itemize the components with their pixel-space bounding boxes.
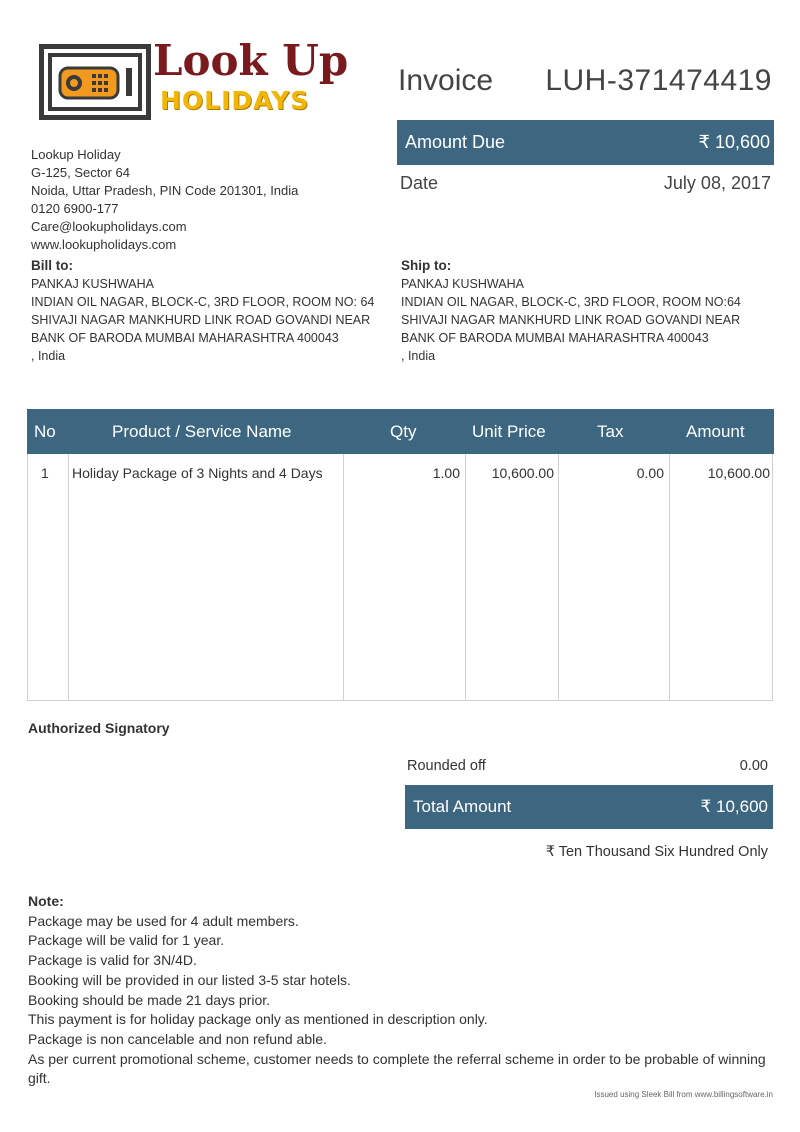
footer-credit: Issued using Sleek Bill from www.billingsoftware.in xyxy=(594,1090,773,1099)
company-logo xyxy=(38,36,368,124)
bill-to-address: INDIAN OIL NAGAR, BLOCK-C, 3RD FLOOR, ROOM NO: 64 SHIVAJI NAGAR MANKHURD LINK ROAD GOVANDI NEAR BANK OF BARODA MUMBAI MAHARASHTRA 400043 xyxy=(31,295,375,345)
bill-to-label: Bill to: xyxy=(31,258,73,273)
amount-in-words: ₹ Ten Thousand Six Hundred Only xyxy=(545,844,768,860)
note-line: Package may be used for 4 adult members. xyxy=(28,912,299,929)
total-amount-value: ₹ 10,600 xyxy=(700,797,768,816)
row-product-name: Holiday Package of 3 Nights and 4 Days xyxy=(72,465,323,481)
amount-due-label: Amount Due xyxy=(405,132,506,152)
logo-sub-text: HOLIDAYS xyxy=(160,86,310,115)
amount-due-value: ₹ 10,600 xyxy=(698,132,770,152)
bill-to-name: PANKAJ KUSHWAHA xyxy=(31,277,154,291)
company-street: G-125, Sector 64 xyxy=(31,165,130,180)
header-qty: Qty xyxy=(390,422,417,441)
note-line: Booking will be provided in our listed 3-5 star hotels. xyxy=(28,971,351,988)
header-tax: Tax xyxy=(597,422,624,441)
safe-icon xyxy=(38,42,153,124)
bill-to-block xyxy=(31,257,376,365)
company-city: Noida, Uttar Pradesh, PIN Code 201301, India xyxy=(31,183,299,198)
total-amount-bar xyxy=(405,785,773,829)
date-value: July 08, 2017 xyxy=(663,173,771,193)
company-name: Lookup Holiday xyxy=(31,147,121,162)
authorized-signatory: Authorized Signatory xyxy=(28,720,170,736)
total-amount-label: Total Amount xyxy=(413,797,512,816)
company-address xyxy=(31,146,298,254)
items-table xyxy=(27,409,773,701)
header-no: No xyxy=(34,422,56,441)
header-product: Product / Service Name xyxy=(112,422,292,441)
note-line: As per current promotional scheme, customer needs to complete the referral scheme in order to be probable of winning gift. xyxy=(28,1050,766,1087)
column-divider xyxy=(68,454,69,700)
column-divider xyxy=(343,454,344,700)
amount-due-bar xyxy=(397,120,774,165)
note-line: Booking should be made 21 days prior. xyxy=(28,991,271,1008)
row-qty: 1.00 xyxy=(432,465,460,481)
column-divider xyxy=(669,454,670,700)
invoice-number: LUH-371474419 xyxy=(545,64,772,97)
table-header xyxy=(27,409,774,454)
rounded-off-value: 0.00 xyxy=(739,758,768,774)
row-tax: 0.00 xyxy=(636,465,664,481)
note-label: Note: xyxy=(28,893,64,909)
rounded-off-label: Rounded off xyxy=(407,758,486,774)
column-divider xyxy=(465,454,466,700)
note-line: Package is non cancelable and non refund able. xyxy=(28,1030,327,1047)
company-phone: 0120 6900-177 xyxy=(31,201,119,216)
note-line: This payment is for holiday package only as mentioned in description only. xyxy=(28,1011,488,1028)
company-email: Care@lookupholidays.com xyxy=(31,219,187,234)
ship-to-block xyxy=(401,257,761,365)
column-divider xyxy=(558,454,559,700)
row-amount: 10,600.00 xyxy=(707,465,770,481)
invoice-title: Invoice xyxy=(398,64,494,97)
company-website: www.lookupholidays.com xyxy=(31,237,177,252)
ship-to-name: PANKAJ KUSHWAHA xyxy=(401,277,524,291)
ship-to-country: , India xyxy=(401,349,436,363)
note-line: Package is valid for 3N/4D. xyxy=(28,952,197,969)
date-label: Date xyxy=(400,173,439,193)
row-no: 1 xyxy=(41,465,49,481)
logo-main-text: Look Up xyxy=(153,36,349,85)
row-unit-price: 10,600.00 xyxy=(491,465,554,481)
ship-to-label: Ship to: xyxy=(401,258,452,273)
header-unit-price: Unit Price xyxy=(472,422,546,441)
ship-to-address: INDIAN OIL NAGAR, BLOCK-C, 3RD FLOOR, ROOM NO:64 SHIVAJI NAGAR MANKHURD LINK ROAD GOVANDI NEAR BANK OF BARODA MUMBAI MAHARASHTRA 400043 xyxy=(401,295,741,345)
header-amount: Amount xyxy=(686,422,745,441)
note-line: Package will be valid for 1 year. xyxy=(28,932,225,949)
bill-to-country: , India xyxy=(31,349,66,363)
notes-section xyxy=(28,892,773,1089)
